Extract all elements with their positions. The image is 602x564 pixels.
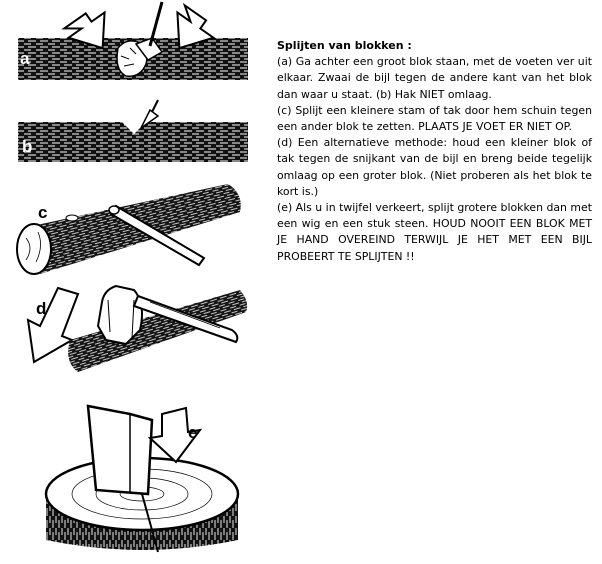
paragraph-c: (c) Splijt een kleinere stam of tak door hem schuin tegen een ander blok te zetten. PLAATS JE VOET ER NIET OP. [277,103,592,134]
panel-e [46,406,238,552]
paragraph-e: (e) Als u in twijfel verkeert, splijt grotere blokken dan met een wig en een stuk steen. HOUD NOOIT EEN BLOK MET JE HAND OVEREIND TERWIJL JE HET MET EEN BIJL PROBEERT TE SPLIJTEN !! [277,201,592,263]
illustrations [0,0,270,564]
panel-label-e: e [188,423,198,442]
paragraph-a-b: (a) Ga achter een groot blok staan, met de voeten ver uit elkaar. Zwaai de bijl tegen de andere kant van het blok dan waar u staat. (b) Hak NIET omlaag. [277,55,592,101]
panel-d [28,286,247,372]
log-end-c [17,224,51,274]
axe-head-d [98,286,142,344]
panel-c [17,184,241,274]
instructions-text [277,38,592,265]
title: Splijten van blokken : [277,39,412,52]
log-b [18,122,248,162]
paragraph-d: (d) Een alternatieve methode: houd een kleiner blok of tak tegen de snijkant van de bijl en breng beide tegelijk omlaag op een groter blok. (Niet proberen als het blok te kort is.) [277,136,592,198]
panel-label-d: d [36,299,47,318]
panel-b [18,100,248,162]
axe-handle-b [152,100,158,112]
wedge-e [88,406,152,494]
panel-label-a: a [20,49,30,68]
panel-label-c: c [38,203,48,222]
panel-a [18,2,248,80]
panel-label-b: b [22,137,33,156]
